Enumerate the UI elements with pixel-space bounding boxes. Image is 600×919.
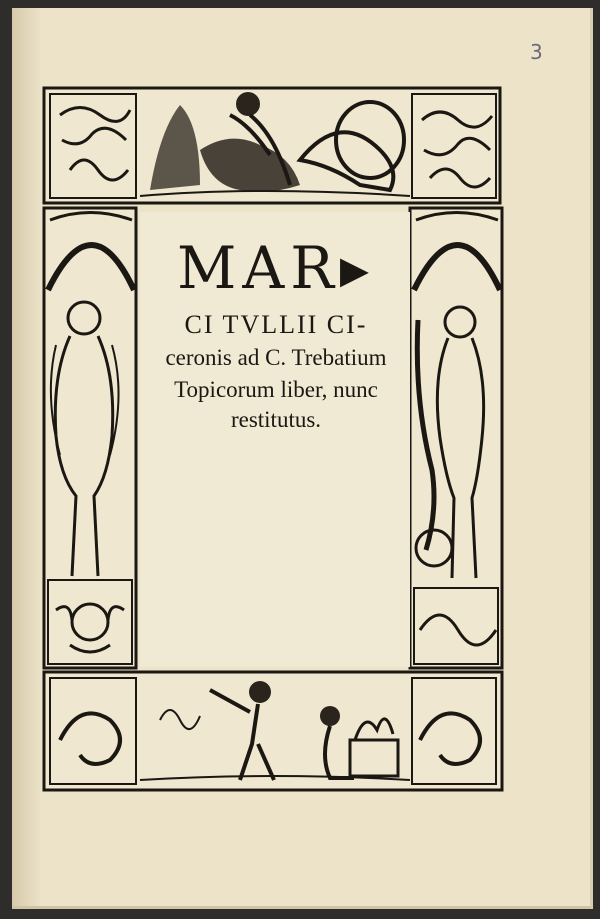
cain-and-abel-scene-icon [44,672,502,790]
folio-number: 3 [530,40,543,64]
title-line-4: Topicorum liber, nunc [174,377,378,402]
title-line-3: ceronis ad C. Trebatium [165,345,387,370]
title-line-5: restitutus. [230,407,322,432]
title-line-1: MAR▸ [176,234,376,302]
eve-figure-icon [410,208,502,668]
adam-figure-icon [44,208,136,668]
title-line-2: CI TVLLII CI‑ [184,310,368,339]
title-panel [140,212,410,667]
lion-and-putto-icon [44,88,500,203]
